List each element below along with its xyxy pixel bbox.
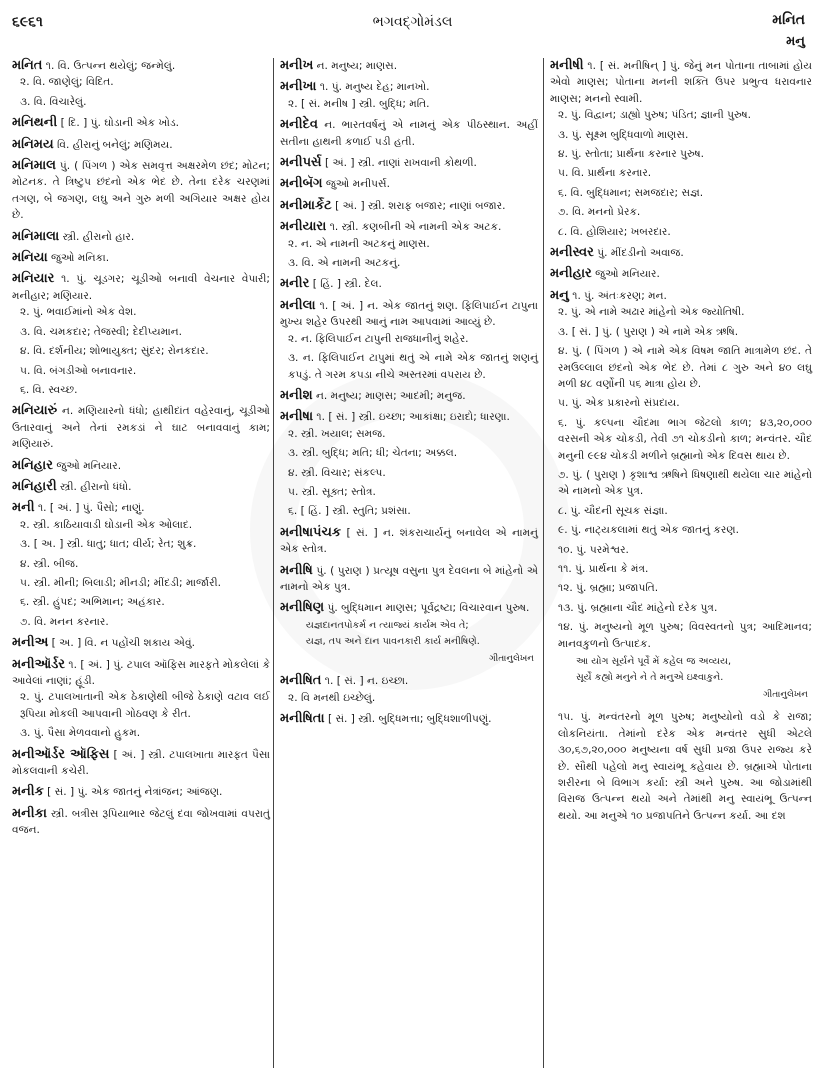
dictionary-entry [280,58,538,74]
headword: મનીયારા [280,219,327,235]
entry-line [280,117,538,150]
quotation-line: આ યોગ સૂર્યને પૂર્વે મેં કહેલ જ અવ્યય, [576,656,732,667]
quotation-source: ગીતાનુલેખન [763,690,808,700]
entry-line [280,298,538,331]
headword: મનીઅ [12,635,49,651]
quotation-source: ગીતાનુલેખન [489,653,534,664]
headword: મનીકા [12,805,47,821]
entry-line [550,245,812,261]
headword: મનીષિત [280,673,322,689]
sense: ૨. ન. એ નામની અટકનું માણસ. [288,237,430,250]
sense-text: ૧. પું. ચૂડગર; ચૂડીઓ બનાવી વેચનાર વેપારી; મનીહાર; મણિયાર. [12,273,271,302]
running-title: ભગવદ્ગોમંડલ [372,14,453,30]
definition: વિ. હીરાનું બનેલું; મણિમય. [57,138,173,151]
sense: ૨. પું. ટપાલખાતાની એક ઠેકાણેથી બીજે ઠેકાણે વટાવ લઈ રૂપિયા મોકલી આપવાની ગોઠવણ કે રીત. [20,691,270,720]
sense: ૫. સ્ત્રી. સૂક્ત; સ્તોત્ર. [288,485,376,498]
definition: પું. ( પિંગળ ) એક સમવૃત્ત અક્ષરમેળ છંદ; મોટન; મોટનક. તે ત્રિષ્ટુપ છંદનો એક ભેદ છે. તેના દરેક ચરણમાં તગણ, બે જગણ, લઘુ અને ગુરુ મળી અગિયાર અક્ષર હોય છે. [12,160,270,222]
dictionary-entry [12,158,270,224]
sense: ૪. પું. ( પિંગળ ) એ નામે એક વિષમ જાતિ માત્રામેળ છંદ. તે રમઉલ્લાલ છંદનો એક ભેદ છે. તેમાં ૮ ગુરુ અને ૪૦ લઘુ મળી ૪૮ વર્ણોની ૫૬ માત્રા હોય છે. [558,345,812,390]
dictionary-entry [280,117,538,150]
headword: મનીખા [280,79,317,95]
dictionary-entry [280,298,538,383]
entry-line [280,219,538,235]
sense: ૫. વિ. પ્રાર્થના કરનાર. [558,167,652,180]
entry-line [12,458,270,474]
entry-line [280,525,538,558]
headword: મનિમાલા [12,228,60,244]
sense: ૩. વિ. એ નામની અટકનું. [288,257,401,270]
guide-word-first: મનિત [772,12,805,28]
dictionary-entry [550,266,812,282]
sense: ૧૧. પું. પ્રાર્થના કે મંત્ર. [558,562,649,575]
column-divider [543,58,544,1068]
definition: સ્ત્રી. હીરાનો ધંધો. [60,480,132,493]
definition: ન. મનુષ્ય; માણસ. [316,60,398,72]
sense: ૪. સ્ત્રી. વિચાર; સંકલ્પ. [288,466,386,479]
dictionary-entry [280,79,538,112]
headword: મનીપર્સ [280,155,322,171]
dictionary-entry [280,409,538,519]
definition: [ સં. ] પું. એક જાતનું નેત્રાંજન; આંજણ. [47,786,223,799]
dictionary-entry [280,673,538,706]
headword: મનીબૅગ [280,176,323,192]
headword: મનીઑર્ડર ઑફિસ [12,746,110,762]
dictionary-entry [280,219,538,271]
sense: ૨. પું. ભવાઈમાંનો એક વેશ. [20,306,137,319]
sense: ૮. વિ. હોશિયાર; ખબરદાર. [558,225,671,238]
dictionary-entry [12,58,270,110]
definition: [ અં. ] સ્ત્રી. ટપાલખાતા મારફત પૈસા મોકલવાની કચેરી. [12,748,271,778]
headword: મનિમય [12,136,54,152]
dictionary-entry [12,229,270,245]
sense-text: ૧. [ સં. ] સ્ત્રી. ઇચ્છા; આકાંક્ષા; ઇરાદો; ધારણા. [316,411,510,424]
dictionary-entry [280,563,538,596]
headword: મનીદેવ [280,117,318,133]
sense: ૫. વિ. બંગડીઓ બનાવનાર. [20,364,137,377]
entry-line [280,276,538,292]
entry-line [12,137,270,153]
sense-text: ૧. સ્ત્રી. કણબીની એ નામની એક અટક. [329,221,502,234]
headword: મનીક [12,784,44,800]
dictionary-entry [550,288,812,824]
definition: સ્ત્રી. બત્રીસ રૂપિયાભાર જેટલું દવા જોખવામાં વપરાતું વજન. [12,807,270,837]
definition: [ અં. ] સ્ત્રી. નાણાં રાખવાની કોથળી. [324,157,477,170]
headword: મનીષા [280,409,314,425]
entry-line [12,250,270,266]
definition: [ સં. ] ન. શંકરાચાર્યનું બનાવેલ એ નામનું એક સ્તોત્ર. [280,526,538,556]
dictionary-entry [12,806,270,839]
sense: ૫. પું. એક પ્રકારનો સંપ્રદાય. [558,397,680,410]
definition: જુઓ મનિયાર. [56,459,122,472]
sense: ૧૩. પું. બ્રહ્માના ચૌદ માંહેનો દરેક પુત્ર. [558,601,718,614]
sense: ૮. પું. ચૌદની સૂચક સંજ્ઞા. [558,504,668,517]
sense: ૨. ન. ફિલિપાઈન ટાપુની રાજધાનીનું શહેર. [288,332,469,345]
definition: [ દિ. ] પું. ઘોડાની એક ખોડ. [60,117,180,130]
sense: ૨. [ સં. મનીષ ] સ્ત્રી. બુદ્ધિ; મતિ. [288,97,430,110]
entry-line [280,673,538,689]
sense: ૩. સ્ત્રી. બુદ્ધિ; મતિ; ધી; ચેતના; અક્કલ. [288,447,458,460]
column-divider [273,58,274,1068]
dictionary-entry [12,458,270,474]
dictionary-entry [12,635,270,651]
dictionary-entry [280,276,538,292]
dictionary-entry [550,245,812,261]
sense: ૭. પું. ( પુરાણ ) કૃશાશ્વ ઋષિને ધિષણાથી થયેલા ચાર માંહેનો એ નામનો એક પુત્ર. [558,468,812,498]
sense-text: ૧. [ અં. ] ન. એક જાતનું શણ. ફિલિપાઈન ટાપુના મુખ્ય શહેર ઉપરથી આનું નામ આપવામાં આવ્યું છે. [280,299,538,329]
headword: મનિથની [12,115,58,131]
dictionary-entry [12,657,270,742]
definition: [ હિં. ] સ્ત્રી. દેલ. [312,278,382,291]
dictionary-entry [12,500,270,630]
headword: મનિયા [12,250,48,266]
sense: ૨. વિ. જાણેલું; વિદિત. [20,76,114,89]
entry-line [280,409,538,425]
dictionary-entry [12,403,270,452]
quotation-line: યજ્ઞદાનતપોકર્મ ન ત્યાજ્યં કાર્યમ એવ તે; [306,619,469,631]
entry-line [12,747,270,780]
dictionary-entry [12,747,270,780]
entry-line [280,155,538,171]
definition: ન. મનુષ્ય; માણસ; આદમી; મનુજ. [315,389,466,402]
headword: મનીષી [550,58,584,73]
definition: ન. ભારતવર્ષનું એ નામનું એક પીઠસ્થાન. અહીં સતીના હાથની કળાઈ પડી હતી. [280,119,538,148]
definition: જુઓ મનિકા. [51,252,110,265]
entry-line [280,388,538,404]
sense: ૩. [ અ. ] સ્ત્રી. ધાતુ; ધાત; વીર્ય; રેત; શુક્ર. [20,538,197,551]
guide-word-last: મનુ [786,34,805,49]
dictionary-entry [12,271,270,398]
dictionary-entry [12,115,270,131]
sense-text: ૧. પું. મનુષ્ય દેહ; માનખો. [319,81,430,94]
sense: ૪. પું. સ્તોતા; પ્રાર્થના કરનાર પુરુષ. [558,148,705,161]
headword: મનીઑર્ડર [12,656,65,672]
entry-line [550,58,812,107]
dictionary-entry [280,525,538,558]
sense: ૩. વિ. ચમકદાર; તેજસ્વી; દેદીપ્યમાન. [20,325,183,338]
headword: મનિત [12,58,43,73]
headword: મનિયારું [12,403,58,419]
entry-line [280,600,538,616]
definition: સ્ત્રી. હીરાનો હાર. [62,230,135,243]
entry-line [280,176,538,192]
headword: મનીહાર [550,266,592,282]
sense: ૨. સ્ત્રી. ખયાલ; સમજ. [288,427,386,440]
sense: ૯. પું. નાટ્યકલામાં થતું એક જાતનું કરણ. [558,524,739,537]
headword: મનીસ્વર [550,245,594,261]
sense: ૨. વિ મનથી ઇચ્છેલું. [288,691,376,704]
sense-text: ૧. વિ. ઉત્પન્ન થયેલું; જન્મેલું. [45,60,176,72]
dictionary-entry [550,58,812,240]
sense: ૧૦. પું. પરમેશ્વર. [558,543,629,556]
dictionary-entry [280,711,538,727]
definition: જુઓ મનિયાર. [595,268,660,281]
headword: મનિહાર [12,457,53,473]
entry-line [12,271,270,304]
page-header [0,0,825,58]
headword: મનીષિતા [280,711,325,726]
headword: મની [12,500,35,516]
sense-text: ૧. [ અં. ] પું. પૈસો; નાણું. [37,502,145,515]
entry-line [550,288,812,304]
dictionary-entry [12,137,270,153]
definition: પું. મીંદડીનો અવાજ. [597,247,684,260]
sense: ૭. વિ. મનન કરનાર. [20,615,109,628]
definition: [ અં. ] સ્ત્રી. શરાફ બજાર; નાણાં બજાર. [335,199,506,212]
page-number: ૬૯૬૧ [12,14,43,30]
entry-line [550,266,812,282]
entry-line [12,500,270,516]
sense: ૬. પું. કલ્પના ચૌદમા ભાગ જેટલો કાળ; ૪૩,૨૦,૦૦૦ વરસની એક ચોકડી, તેવી ૭૧ ચોકડીનો કાળ; મન્વંતર. ચૌદ મનુની ૯૯૪ ચોકડી મળીને બ્રહ્માનો એક દિવસ થાય છે. [558,416,812,462]
headword: મનીલા [280,297,316,313]
entry-line [12,403,270,452]
dictionary-entry [12,784,270,800]
entry-line [280,198,538,214]
sense: ૩. [ સં. ] પું. ( પુરાણ ) એ નામે એક ઋષિ. [558,325,739,338]
dictionary-entry [280,176,538,192]
sense: ૩. પું. પૈસા મેળવવાનો હુકમ. [20,727,141,740]
entry-line [12,806,270,839]
headword: મનિહારી [12,478,57,494]
headword: મનીષિ [280,562,313,578]
sense: ૭. વિ. મનનો પ્રેરક. [558,206,641,219]
definition: જુઓ મનીપર્સ. [325,178,390,191]
entry-line [12,784,270,800]
sense: ૫. સ્ત્રી. મીની; બિલાડી; મીનડી; મીંદડી; માર્જારી. [20,576,221,589]
column-3 [550,58,812,829]
definition: ન. મણિયારનો ધંધો; હાથીદાંત વહેરવાનું, ચૂડીઓ ઉતારવાનું અને તેનાં રમકડાં ને ઘાટ બનાવવાનું કામ; મણિયારું. [12,405,270,451]
sense: ૩. પું. સૂક્ષ્મ બુદ્ધિવાળો માણસ. [558,128,689,141]
entry-line [12,115,270,131]
entry-line [280,79,538,95]
sense: ૩. ન. ફિલિપાઈન ટાપુમાં થતું એ નામે એક જાતનું શણનું કપડું. તે ગરમ કપડા નીચે અસ્તરમાં વપરાય છે. [288,352,538,381]
definition: પું. બુદ્ધિમાન માણસ; પૂર્વદ્રષ્ટા; વિચારવાન પુરુષ. [327,602,530,615]
sense: ૧૪. પું. મનુષ્યનો મૂળ પુરુષ; વિવસ્વતનો પુત્ર; આદિમાનવ; માનવકુળનો ઉત્પાદક. [558,621,812,650]
headword: મનીર [280,276,310,292]
sense: ૨. સ્ત્રી. કાઠિયાવાડી ઘોડાની એક ઓલાદ. [20,518,193,531]
dictionary-entry [280,600,538,667]
sense: ૬. સ્ત્રી. હુંપદ; અભિમાન; અહંકાર. [20,596,165,609]
quotation-line: સૂર્યે કહ્યો મનુને ને તે મનુએ ઇક્ષ્વાકુને. [576,672,724,683]
entry-line [280,563,538,596]
entry-line [12,479,270,495]
dictionary-entry [12,479,270,495]
definition: [ સં. ] સ્ત્રી. બુદ્ધિમત્તા; બુદ્ધિશાળીપણું. [327,713,492,725]
dictionary-entry [280,198,538,214]
sense: ૪. વિ. દર્શનીય; શોભાયુક્ત; સુંદર; રોનકદાર. [20,345,209,358]
headword: મનીશ [280,387,313,403]
headword: મનુ [550,287,569,303]
entry-line [280,711,538,727]
sense: ૬. વિ. સ્વચ્છ. [20,383,78,396]
headword: મનિયાર [12,271,55,287]
column-1 [12,58,270,844]
sense: ૨. પું. એ નામે અઢાર માંહેનો એક જ્યોતિષી. [558,306,745,319]
sense: ૬. વિ. બુદ્ધિમાન; સમજદાર; સજ્ઞ. [558,186,704,199]
entry-line [12,229,270,245]
dictionary-entry [280,155,538,171]
sense-text: ૧. [ અં. ] પું. ટપાલ ઑફિસ મારફતે મોકલેલાં કે આવેલાં નાણાં; હૂંડી. [12,658,270,687]
sense-text: ૧. [ સં. મનીષિન્ ] પું. જેનું મન પોતાના તાબામાં હોય એવો માણસ; પોતાના મનની શક્તિ ઉપર પ્રભુત્વ ધરાવનાર માણસ; મનનો સ્વામી. [550,60,812,105]
sense: ૩. વિ. વિચારેલું. [20,95,87,108]
definition: પું. ( પુરાણ ) પ્રત્યૂષ વસુના પુત્ર દેવલના બે માંહેનો એ નામનો એક પુત્ર. [280,564,538,593]
quotation-line: યજ્ઞ, તપ અને દાન પાવનકારી કાર્ય મનીષિણે. [306,635,480,647]
entry-line [12,657,270,690]
sense: ૨. પું. વિદ્વાન; ડાહ્યો પુરુષ; પંડિત; જ્ઞાની પુરુષ. [558,109,752,122]
dictionary-entry [12,250,270,266]
headword: મનીષાપંચક [280,524,342,540]
column-2 [280,58,538,732]
headword: મનિમાલ [12,158,56,174]
headword: મનીખ [280,58,314,73]
sense-text: ૧. [ સં. ] ન. ઇચ્છા. [324,675,409,688]
entry-line [12,158,270,224]
definition: [ અ. ] વિ. ન પહોંચી શકાય એવું. [51,637,195,650]
entry-line [12,635,270,651]
sense: ૬. [ હિં. ] સ્ત્રી. સ્તુતિ; પ્રશંસા. [288,505,411,518]
sense: ૪. સ્ત્રી. બીજ. [20,557,79,570]
entry-line [12,58,270,74]
sense: ૧૨. પું. બ્રહ્મા; પ્રજાપતિ. [558,582,659,595]
headword: મનીષિણ [280,600,325,616]
sense: ૧૫. પું. મન્વંતરનો મૂળ પુરુષ; મનુષ્યોનો વડો કે રાજા; લોકનિયંતા. તેમાંનો દરેક એક મન્વંતર સુધી એટલે ૩૦,૬૭,૨૦,૦૦૦ મનુષ્યના વર્ષ સુધી પ્રજા ઉપર રાજ્ય કરે છે. સૌથી પહેલો મનુ સ્વાયંભૂ કહેવાય છે. બ્રહ્માએ પોતાના શરીરના બે વિભાગ કર્યા: સ્ત્રી અને પુરુષ. આ જોડામાંથી વિરાજ ઉત્પન્ન થયો અને તેમાંથી મનુ સ્વાયંભૂ ઉત્પન્ન થયો. આ મનુએ ૧૦ પ્રજાપતિને ઉત્પન્ન કર્યા. આ દશ [558,711,812,822]
sense-text: ૧. પું. અંતઃકરણ; મન. [572,289,667,302]
dictionary-entry [280,388,538,404]
entry-line [280,58,538,74]
headword: મનીમાર્કેટ [280,197,332,213]
